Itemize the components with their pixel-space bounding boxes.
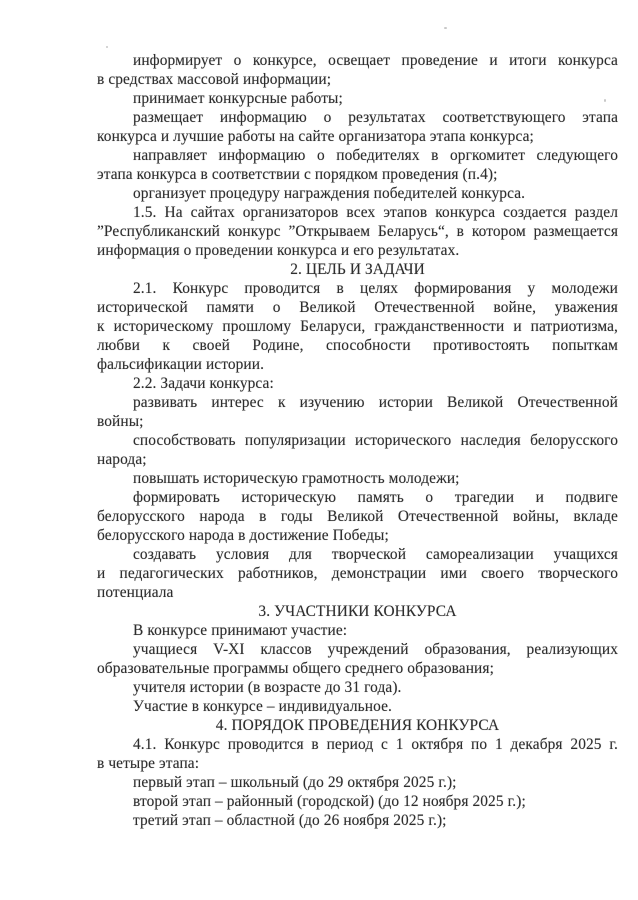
text-line: информация о проведении конкурса и его результатах. xyxy=(97,242,460,259)
text-line: способствовать популяризации исторического наследия белорусского xyxy=(133,432,618,449)
text-line: любви к своей Родине, способности противостоять попыткам xyxy=(97,337,618,354)
text-line: В конкурсе принимают участие: xyxy=(133,622,348,639)
text-line: к историческому прошлому Беларуси, гражданственности и патриотизма, xyxy=(97,318,618,335)
text-line: в средствах массовой информации; xyxy=(97,71,332,88)
section-heading: 3. УЧАСТНИКИ КОНКУРСА xyxy=(258,603,457,620)
text-line: этапа конкурса в соответствии с порядком проведения (п.4); xyxy=(97,166,498,183)
text-line: принимает конкурсные работы; xyxy=(133,90,343,107)
text-line: информирует о конкурсе, освещает проведение и итоги конкурса xyxy=(133,52,618,69)
text-line: потенциала xyxy=(97,584,174,601)
text-line: Участие в конкурсе – индивидуальное. xyxy=(133,698,393,715)
text-line: учащиеся V-XI классов учреждений образования, реализующих xyxy=(133,641,618,658)
text-line: и педагогических работников, демонстрации ими своего творческого xyxy=(97,565,618,582)
text-line: конкурса и лучшие работы на сайте организатора этапа конкурса; xyxy=(97,128,534,145)
text-line: 1.5. На сайтах организаторов всех этапов конкурса создается раздел xyxy=(133,204,618,221)
text-line: 2.1. Конкурс проводится в целях формирования у молодежи xyxy=(133,280,618,297)
text-line: в четыре этапа: xyxy=(97,755,200,772)
section-heading: 2. ЦЕЛЬ И ЗАДАЧИ xyxy=(290,261,425,278)
text-line: народа; xyxy=(97,451,147,468)
text-line: создавать условия для творческой самореализации учащихся xyxy=(133,546,618,563)
text-line: белорусского народа в годы Великой Отечественной войны, вкладе xyxy=(97,508,618,525)
text-line: организует процедуру награждения победителей конкурса. xyxy=(133,185,526,202)
text-line: учителя истории (в возрасте до 31 года). xyxy=(133,679,402,696)
text-line: войны; xyxy=(97,413,144,430)
text-line: исторической памяти о Великой Отечественной войне, уважения xyxy=(97,299,618,316)
text-line: формировать историческую память о трагедии и подвиге xyxy=(133,489,618,506)
text-line: ”Республиканский конкурс ”Открываем Беларусь“, в котором размещается xyxy=(97,223,618,240)
text-line: первый этап – школьный (до 29 октября 2025 г.); xyxy=(133,774,457,791)
text-line: развивать интерес к изучению истории Великой Отечественной xyxy=(133,394,618,411)
section-heading: 4. ПОРЯДОК ПРОВЕДЕНИЯ КОНКУРСА xyxy=(215,717,500,734)
text-line: повышать историческую грамотность молодежи; xyxy=(133,470,460,487)
text-line: белорусского народа в достижение Победы; xyxy=(97,527,389,544)
document-body xyxy=(97,51,618,830)
text-line: образовательные программы общего среднего образования; xyxy=(97,660,494,677)
text-line: размещает информацию о результатах соответствующего этапа xyxy=(133,109,618,126)
scan-speck xyxy=(106,46,108,48)
text-line: 4.1. Конкурс проводится в период с 1 октября по 1 декабря 2025 г. xyxy=(133,736,618,753)
scan-speck xyxy=(444,27,447,29)
text-line: направляет информацию о победителях в оргкомитет следующего xyxy=(133,147,618,164)
text-line: 2.2. Задачи конкурса: xyxy=(133,375,274,392)
text-line: третий этап – областной (до 26 ноября 2025 г.); xyxy=(133,812,447,829)
text-line: фальсификации истории. xyxy=(97,356,265,373)
text-line: второй этап – районный (городской) (до 12 ноября 2025 г.); xyxy=(133,793,526,810)
